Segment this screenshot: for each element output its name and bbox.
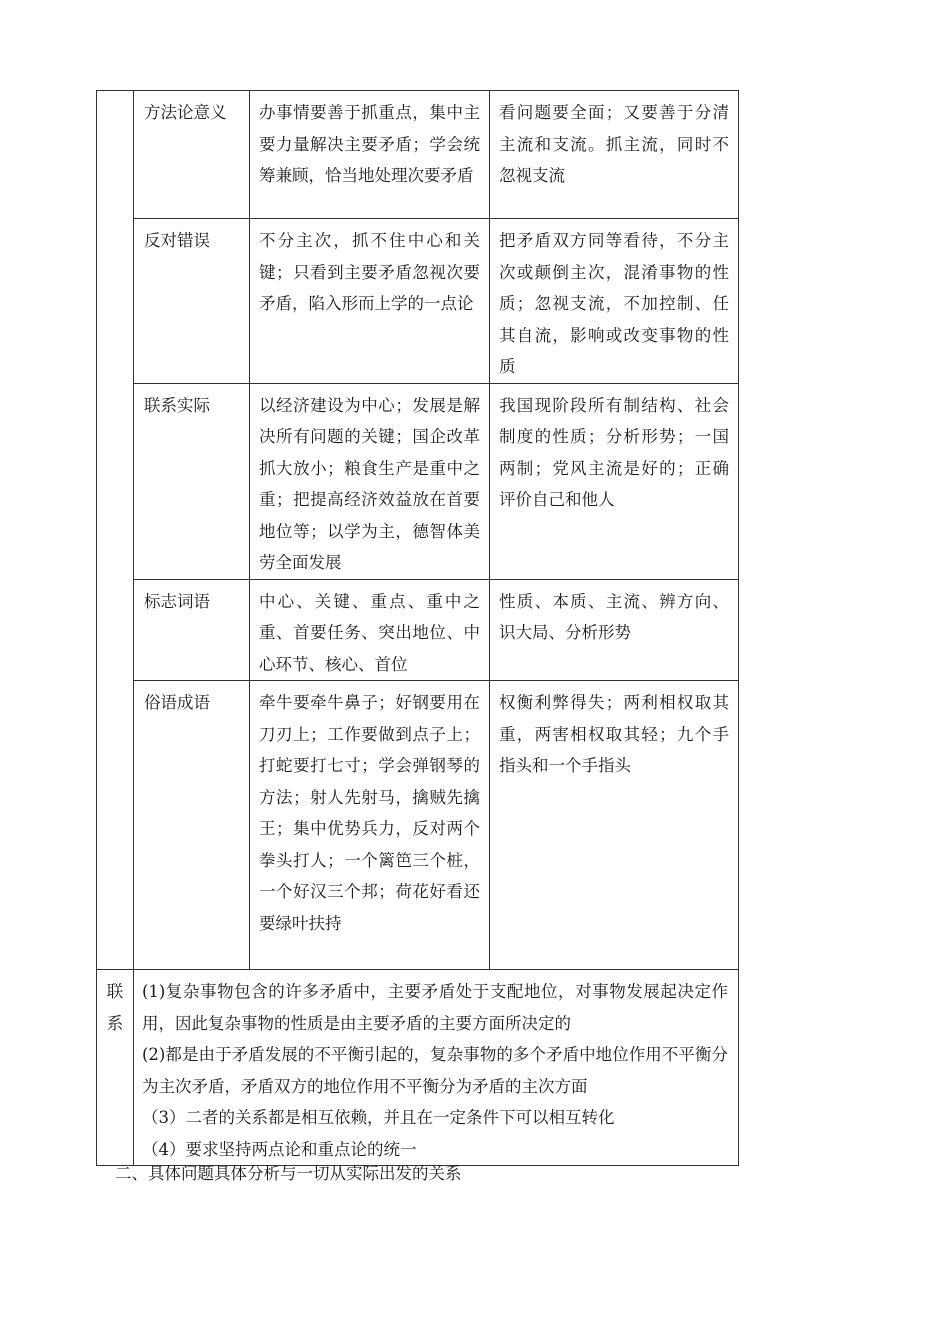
- table-row: [97, 579, 739, 681]
- row-label: 联系实际: [134, 383, 250, 579]
- row-label: 方法论意义: [134, 91, 250, 219]
- table-row: [97, 383, 739, 579]
- table-row: [97, 219, 739, 384]
- table-cell: 以经济建设为中心；发展是解决所有问题的关键；国企改革抓大放小；粮食生产是重中之重；把提高经济效益放在首要地位等；以学为主，德智体美劳全面发展: [250, 383, 490, 579]
- table-cell: 我国现阶段所有制结构、社会制度的性质；分析形势；一国两制；党风主流是好的；正确评价自己和他人: [490, 383, 739, 579]
- table-cell: 不分主次，抓不住中心和关键；只看到主要矛盾忽视次要矛盾，陷入形而上学的一点论: [250, 219, 490, 384]
- table-cell: 中心、关键、重点、重中之重、首要任务、突出地位、中心环节、核心、首位: [250, 579, 490, 681]
- row-label: 反对错误: [134, 219, 250, 384]
- table-row: [97, 91, 739, 219]
- lianxi-label: 联: [106, 982, 124, 1001]
- comparison-table: [96, 90, 739, 1166]
- lianxi-content-cell: [134, 970, 739, 1166]
- row-label: 标志词语: [134, 579, 250, 681]
- lianxi-item: (1)复杂事物包含的许多矛盾中，主要矛盾处于支配地位，对事物发展起决定作用，因此复杂事物的性质是由主要矛盾的主要方面所决定的: [142, 982, 728, 1033]
- table-cell: 牵牛要牵牛鼻子；好钢要用在刀刃上；工作要做到点子上；打蛇要打七寸；学会弹钢琴的方法；射人先射马，擒贼先擒王；集中优势兵力，反对两个拳头打人；一个篱笆三个桩，一个好汉三个邦；荷花好看还要绿叶扶持: [250, 681, 490, 970]
- table-cell: 把矛盾双方同等看待，不分主次或颠倒主次，混淆事物的性质；忽视支流，不加控制、任其自流，影响或改变事物的性质: [490, 219, 739, 384]
- lianxi-label: 系: [106, 1013, 124, 1033]
- section-heading: 二、具体问题具体分析与一切从实际出发的关系: [115, 1164, 462, 1183]
- lianxi-label-cell: [97, 970, 134, 1166]
- table-cell: 权衡利弊得失；两利相权取其重，两害相权取其轻；九个手指头和一个手指头: [490, 681, 739, 970]
- table-row-lianxi: [97, 970, 739, 1166]
- lianxi-item: （3）二者的关系都是相互依赖，并且在一定条件下可以相互转化: [142, 1108, 615, 1127]
- left-blank-cell: [97, 91, 134, 970]
- lianxi-item: (2)都是由于矛盾发展的不平衡引起的，复杂事物的多个矛盾中地位作用不平衡分为主次矛盾，矛盾双方的地位作用不平衡分为矛盾的主次方面: [142, 1045, 728, 1096]
- table-cell: 办事情要善于抓重点，集中主要力量解决主要矛盾；学会统筹兼顾，恰当地处理次要矛盾: [250, 91, 490, 219]
- lianxi-item: （4）要求坚持两点论和重点论的统一: [142, 1139, 417, 1159]
- table-cell: 性质、本质、主流、辨方向、识大局、分析形势: [490, 579, 739, 681]
- table-row: [97, 681, 739, 970]
- table-cell: 看问题要全面；又要善于分清主流和支流。抓主流，同时不忽视支流: [490, 91, 739, 219]
- row-label: 俗语成语: [134, 681, 250, 970]
